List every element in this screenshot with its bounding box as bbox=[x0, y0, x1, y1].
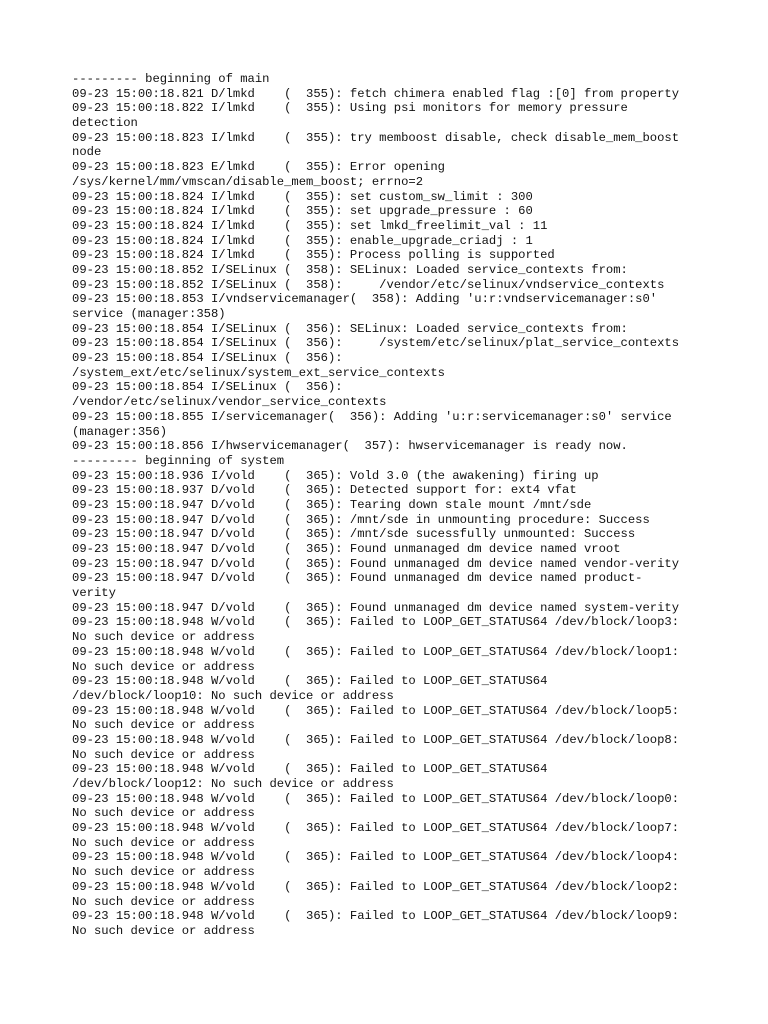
log-line: verity bbox=[72, 586, 116, 601]
log-line: service (manager:358) bbox=[72, 307, 226, 321]
log-line: 09-23 15:00:18.948 W/vold ( 365): Failed to LOOP_GET_STATUS64 /dev/block/loop8: bbox=[72, 732, 680, 747]
log-line: 09-23 15:00:18.823 I/lmkd ( 355): try memboost disable, check disable_mem_boost bbox=[72, 130, 680, 145]
log-line: 09-23 15:00:18.824 I/lmkd ( 355): set custom_sw_limit : 300 bbox=[72, 189, 533, 204]
log-line: --------- beginning of system bbox=[72, 453, 285, 468]
log-line: 09-23 15:00:18.947 D/vold ( 365): Found unmanaged dm device named vendor-verity bbox=[72, 556, 680, 571]
log-line: 09-23 15:00:18.948 W/vold ( 365): Failed to LOOP_GET_STATUS64 /dev/block/loop2: bbox=[72, 879, 680, 894]
log-line: /vendor/etc/selinux/vendor_service_contexts bbox=[72, 395, 387, 410]
log-line: 09-23 15:00:18.947 D/vold ( 365): Found unmanaged dm device named vroot bbox=[72, 542, 621, 556]
log-line: 09-23 15:00:18.937 D/vold ( 365): Detected support for: ext4 vfat bbox=[72, 483, 577, 498]
log-line: 09-23 15:00:18.852 I/SELinux ( 358): /vendor/etc/selinux/vndservice_contexts bbox=[72, 277, 665, 292]
log-line: 09-23 15:00:18.854 I/SELinux ( 356): SELinux: Loaded service_contexts from: bbox=[72, 321, 628, 336]
log-line: 09-23 15:00:18.948 W/vold ( 365): Failed to LOOP_GET_STATUS64 /dev/block/loop0: bbox=[72, 791, 680, 806]
log-line: 09-23 15:00:18.936 I/vold ( 365): Vold 3.0 (the awakening) firing up bbox=[72, 468, 599, 483]
log-line: /dev/block/loop12: No such device or address bbox=[72, 777, 394, 791]
log-document bbox=[72, 72, 712, 939]
log-line: /dev/block/loop10: No such device or address bbox=[72, 688, 394, 703]
log-line: 09-23 15:00:18.947 D/vold ( 365): /mnt/sde in unmounting procedure: Success bbox=[72, 512, 650, 527]
log-line: (manager:356) bbox=[72, 424, 168, 439]
log-line: detection bbox=[72, 116, 138, 131]
log-line: 09-23 15:00:18.854 I/SELinux ( 356): bbox=[72, 351, 343, 366]
log-line: 09-23 15:00:18.853 I/vndservicemanager( 358): Adding 'u:r:vndservicemanager:s0' bbox=[72, 292, 658, 307]
log-line: 09-23 15:00:18.947 D/vold ( 365): Found unmanaged dm device named system-verity bbox=[72, 600, 680, 615]
log-line: 09-23 15:00:18.856 I/hwservicemanager( 357): hwservicemanager is ready now. bbox=[72, 439, 628, 454]
log-line: 09-23 15:00:18.947 D/vold ( 365): Tearing down stale mount /mnt/sde bbox=[72, 497, 592, 512]
log-line: /system_ext/etc/selinux/system_ext_service_contexts bbox=[72, 365, 445, 380]
log-line: 09-23 15:00:18.821 D/lmkd ( 355): fetch chimera enabled flag :[0] from property bbox=[72, 86, 680, 101]
log-line: 09-23 15:00:18.948 W/vold ( 365): Failed to LOOP_GET_STATUS64 /dev/block/loop5: bbox=[72, 703, 680, 718]
log-line: 09-23 15:00:18.948 W/vold ( 365): Failed to LOOP_GET_STATUS64 bbox=[72, 762, 548, 777]
log-line: 09-23 15:00:18.947 D/vold ( 365): Found unmanaged dm device named product- bbox=[72, 571, 643, 586]
log-line: No such device or address bbox=[72, 718, 255, 733]
log-line: 09-23 15:00:18.852 I/SELinux ( 358): SELinux: Loaded service_contexts from: bbox=[72, 262, 628, 277]
log-line: No such device or address bbox=[72, 894, 255, 909]
log-line: No such device or address bbox=[72, 659, 255, 674]
log-line: 09-23 15:00:18.824 I/lmkd ( 355): set lmkd_freelimit_val : 11 bbox=[72, 218, 548, 233]
log-line: No such device or address bbox=[72, 806, 255, 821]
log-line: 09-23 15:00:18.948 W/vold ( 365): Failed to LOOP_GET_STATUS64 /dev/block/loop4: bbox=[72, 850, 680, 865]
log-line: No such device or address bbox=[72, 630, 255, 645]
log-line: 09-23 15:00:18.824 I/lmkd ( 355): set upgrade_pressure : 60 bbox=[72, 204, 533, 219]
log-line: 09-23 15:00:18.854 I/SELinux ( 356): bbox=[72, 380, 343, 395]
log-line: --------- beginning of main bbox=[72, 72, 270, 86]
log-line: 09-23 15:00:18.823 E/lmkd ( 355): Error opening bbox=[72, 160, 445, 175]
log-line: 09-23 15:00:18.948 W/vold ( 365): Failed to LOOP_GET_STATUS64 /dev/block/loop1: bbox=[72, 644, 680, 659]
log-line: 09-23 15:00:18.947 D/vold ( 365): /mnt/sde sucessfully unmounted: Success bbox=[72, 527, 636, 542]
log-line: No such device or address bbox=[72, 923, 255, 938]
log-line: node bbox=[72, 145, 102, 160]
log-line: 09-23 15:00:18.824 I/lmkd ( 355): Process polling is supported bbox=[72, 248, 555, 263]
log-line: 09-23 15:00:18.824 I/lmkd ( 355): enable_upgrade_criadj : 1 bbox=[72, 233, 533, 248]
log-line: No such device or address bbox=[72, 865, 255, 880]
log-line: 09-23 15:00:18.855 I/servicemanager( 356): Adding 'u:r:servicemanager:s0' service bbox=[72, 409, 672, 424]
log-line: 09-23 15:00:18.948 W/vold ( 365): Failed to LOOP_GET_STATUS64 /dev/block/loop7: bbox=[72, 821, 680, 836]
log-line: 09-23 15:00:18.854 I/SELinux ( 356): /system/etc/selinux/plat_service_contexts bbox=[72, 336, 680, 351]
log-line: 09-23 15:00:18.948 W/vold ( 365): Failed to LOOP_GET_STATUS64 /dev/block/loop3: bbox=[72, 615, 680, 630]
log-line: /sys/kernel/mm/vmscan/disable_mem_boost; errno=2 bbox=[72, 174, 424, 189]
log-line: No such device or address bbox=[72, 835, 255, 850]
log-line: 09-23 15:00:18.822 I/lmkd ( 355): Using psi monitors for memory pressure bbox=[72, 101, 628, 116]
log-line: No such device or address bbox=[72, 747, 255, 762]
log-line: 09-23 15:00:18.948 W/vold ( 365): Failed to LOOP_GET_STATUS64 /dev/block/loop9: bbox=[72, 909, 680, 924]
log-line: 09-23 15:00:18.948 W/vold ( 365): Failed to LOOP_GET_STATUS64 bbox=[72, 674, 548, 689]
